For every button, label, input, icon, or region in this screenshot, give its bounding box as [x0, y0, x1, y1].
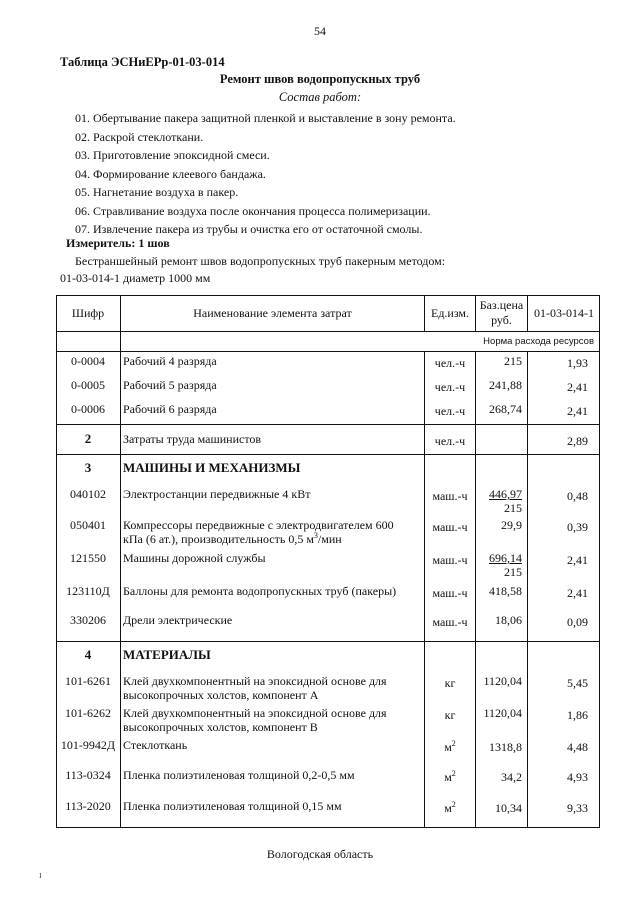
- row-name: Пленка полиэтиленовая толщиной 0,2-0,5 мм: [123, 768, 355, 782]
- row-unit: чел.-ч: [434, 380, 466, 394]
- row-unit: чел.-ч: [434, 404, 466, 418]
- composition-title: Состав работ:: [278, 90, 362, 104]
- row-name: Баллоны для ремонта водопропускных труб (пакеры): [123, 584, 397, 598]
- section-title: МАШИНЫ И МЕХАНИЗМЫ: [123, 460, 301, 475]
- row-price: 215: [504, 354, 522, 368]
- row-name: Машины дорожной службы: [123, 551, 266, 565]
- work-step: 05. Нагнетание воздуха в пакер.: [75, 185, 239, 199]
- row-unit: маш.-ч: [432, 586, 468, 600]
- row-norm: 0,39: [567, 520, 588, 534]
- row-price-sub: 215: [504, 565, 522, 579]
- row-name-line1: Компрессоры передвижные с электродвигателем 600: [123, 518, 394, 532]
- row-norm: 5,45: [567, 676, 588, 690]
- row-price: 418,58: [489, 584, 522, 598]
- work-step: 03. Приготовление эпоксидной смеси.: [75, 148, 270, 162]
- row-name-tail: /мин: [317, 532, 342, 546]
- row-code: 050401: [70, 518, 106, 532]
- row-price: 34,2: [501, 770, 522, 784]
- row-unit: чел.-ч: [434, 356, 466, 370]
- row-price: 1318,8: [489, 740, 522, 754]
- row-code: 101-9942Д: [60, 738, 116, 752]
- row-unit: [425, 770, 475, 784]
- row-name-line1: Клей двухкомпонентный на эпоксидной основе для: [123, 706, 387, 720]
- row-norm: 0,09: [567, 615, 588, 629]
- table-divider: [56, 641, 600, 642]
- row-name: Рабочий 4 разряда: [123, 354, 217, 368]
- row-name: Пленка полиэтиленовая толщиной 0,15 мм: [123, 799, 342, 813]
- work-steps-list: [75, 109, 456, 239]
- row-name: Рабочий 6 разряда: [123, 402, 217, 416]
- row-code: 040102: [70, 487, 106, 501]
- work-step: 07. Извлечение пакера из трубы и очистка его от остаточной смолы.: [75, 222, 423, 236]
- row-norm: 2,89: [567, 434, 588, 448]
- row-price: 29,9: [501, 518, 522, 532]
- work-step: 04. Формирование клеевого бандажа.: [75, 166, 266, 181]
- row-name: Затраты труда машинистов: [123, 432, 262, 446]
- row-name-sup: 3: [313, 531, 318, 540]
- row-unit: кг: [444, 708, 456, 722]
- section-code: 3: [84, 460, 92, 475]
- row-norm: 2,41: [567, 586, 588, 600]
- table-title: Таблица ЭСНиЕРр-01-03-014: [60, 55, 225, 69]
- header-price-line1: Баз.цена: [479, 298, 524, 312]
- row-name: Стеклоткань: [123, 738, 188, 752]
- row-price: 268,74: [489, 402, 522, 416]
- row-price: 10,34: [495, 801, 522, 815]
- row-name: [123, 518, 423, 546]
- unit-sup: 2: [451, 800, 456, 809]
- unit-text: м: [444, 770, 452, 784]
- row-price: 1120,04: [483, 674, 522, 688]
- row-unit: чел.-ч: [434, 434, 466, 448]
- row-unit: [425, 801, 475, 815]
- row-price: 446,97: [489, 487, 522, 501]
- row-code: 330206: [70, 613, 106, 627]
- work-step: 02. Раскрой стеклоткани.: [75, 129, 204, 144]
- row-norm: 0,48: [567, 489, 588, 503]
- row-code: 123110Д: [66, 584, 110, 598]
- row-price: 241,88: [489, 378, 522, 392]
- row-name: Дрели электрические: [123, 613, 233, 627]
- table-divider: [56, 351, 600, 352]
- norm-code-line: 01-03-014-1 диаметр 1000 мм: [60, 271, 211, 285]
- table-divider: [120, 295, 121, 828]
- row-name: Электростанции передвижные 4 кВт: [123, 487, 311, 501]
- row-name-line1: Клей двухкомпонентный на эпоксидной основе для: [123, 674, 387, 688]
- header-unit: Ед.изм.: [430, 306, 470, 320]
- table-divider: [56, 424, 600, 425]
- row-norm: 9,33: [567, 801, 588, 815]
- row-norm: 4,93: [567, 770, 588, 784]
- unit-sup: 2: [451, 769, 456, 778]
- row-price: 696,14: [489, 551, 522, 565]
- header-norm-code: 01-03-014-1: [534, 306, 594, 320]
- table-divider: [56, 331, 600, 332]
- row-norm: 1,93: [567, 356, 588, 370]
- work-step: 01. Обертывание пакера защитной пленкой и выставление в зону ремонта.: [75, 111, 456, 125]
- unit-text: м: [444, 801, 452, 815]
- repair-title: Ремонт швов водопропускных труб: [219, 72, 421, 86]
- footer-region: Вологодская область: [266, 847, 374, 861]
- corner-mark: ı: [39, 870, 42, 881]
- row-price: 18,06: [495, 613, 522, 627]
- row-price-sub: 215: [504, 501, 522, 515]
- measure-unit: Измеритель: 1 шов: [66, 236, 170, 250]
- row-code: 0-0004: [71, 354, 105, 368]
- row-name-line2: высокопрочных холстов, компонент В: [123, 720, 318, 734]
- row-code: 121550: [70, 551, 106, 565]
- row-norm: 2,41: [567, 380, 588, 394]
- row-name: [123, 706, 423, 734]
- page-number: 54: [314, 24, 326, 38]
- row-unit: [425, 740, 475, 754]
- row-name: Рабочий 5 разряда: [123, 378, 217, 392]
- row-unit: маш.-ч: [432, 489, 468, 503]
- row-code: 0-0006: [71, 402, 105, 416]
- row-price: 1120,04: [483, 706, 522, 720]
- row-name: [123, 674, 423, 702]
- row-norm: 2,41: [567, 404, 588, 418]
- row-unit: маш.-ч: [432, 520, 468, 534]
- header-price-line2: руб.: [491, 313, 512, 327]
- header-norm-label: Норма расхода ресурсов: [483, 336, 594, 347]
- row-norm: 4,48: [567, 740, 588, 754]
- table-divider: [56, 454, 600, 455]
- row-unit: маш.-ч: [432, 615, 468, 629]
- header-name: Наименование элемента затрат: [193, 306, 352, 320]
- section-title: МАТЕРИАЛЫ: [123, 647, 211, 662]
- row-norm: 1,86: [567, 708, 588, 722]
- work-step: 06. Стравливание воздуха после окончания процесса полимеризации.: [75, 203, 431, 218]
- row-norm: 2,41: [567, 553, 588, 567]
- work-description: Бестраншейный ремонт швов водопропускных труб пакерным методом:: [75, 254, 446, 268]
- row-code: 2: [84, 431, 92, 446]
- unit-sup: 2: [451, 739, 456, 748]
- row-code: 0-0005: [71, 378, 105, 392]
- section-code: 4: [84, 647, 92, 662]
- row-unit: маш.-ч: [432, 553, 468, 567]
- row-unit: кг: [444, 676, 456, 690]
- row-name-line2: высокопрочных холстов, компонент А: [123, 688, 319, 702]
- header-code: Шифр: [71, 306, 105, 320]
- row-code: 113-0324: [65, 768, 111, 782]
- row-code: 101-6262: [65, 706, 111, 720]
- row-name-line2: кПа (6 ат.), производительность 0,5 м: [123, 532, 314, 546]
- row-code: 113-2020: [65, 799, 111, 813]
- row-code: 101-6261: [65, 674, 111, 688]
- unit-text: м: [444, 740, 452, 754]
